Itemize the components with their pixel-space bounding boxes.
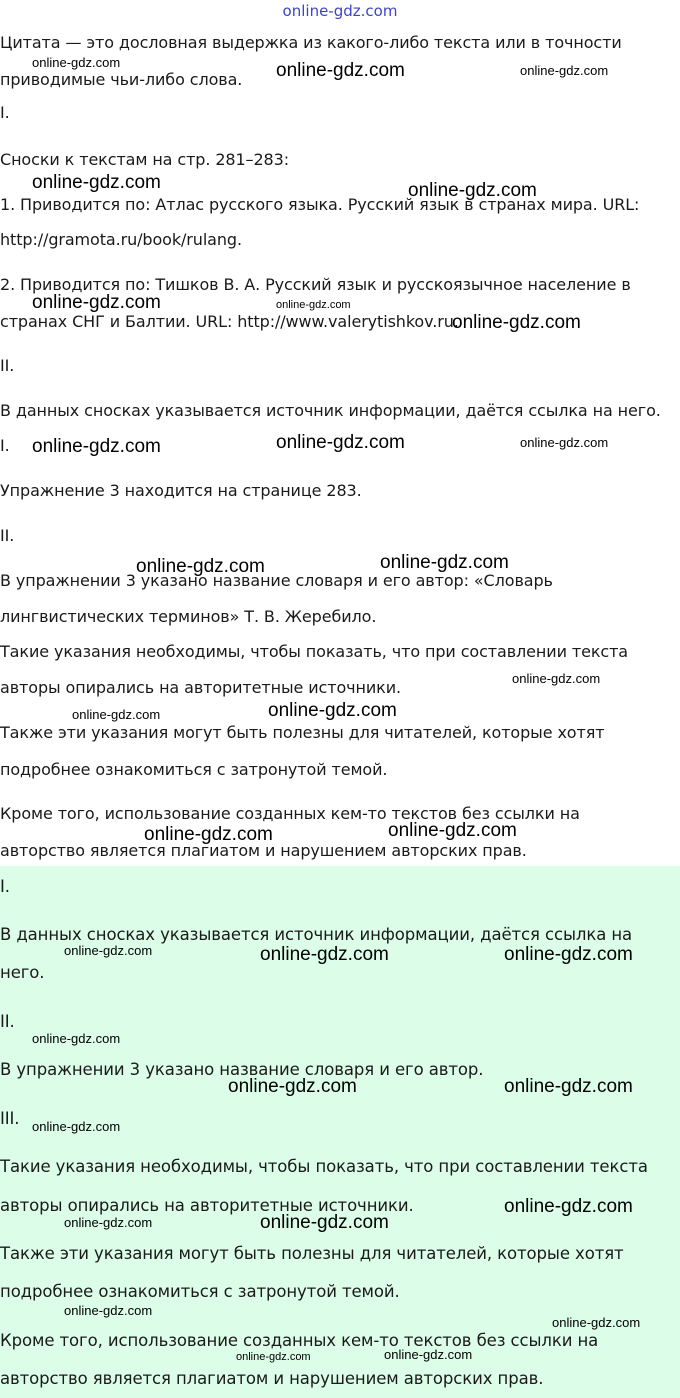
- text-line: Такие указания необходимы, чтобы показать, что при составлении текста: [0, 642, 628, 661]
- text-line: I.: [0, 103, 10, 122]
- text-line: него.: [0, 963, 45, 982]
- watermark: online-gdz.com: [64, 943, 153, 958]
- watermark: online-gdz.com: [268, 700, 397, 721]
- watermark: online-gdz.com: [276, 432, 405, 453]
- watermark: online-gdz.com: [504, 944, 633, 965]
- watermark: online-gdz.com: [228, 1076, 357, 1097]
- text-line: I.: [0, 436, 10, 455]
- text-line: III.: [0, 1109, 20, 1128]
- watermark: online-gdz.com: [276, 299, 351, 311]
- watermark: online-gdz.com: [520, 63, 609, 78]
- text-line: II.: [0, 526, 15, 545]
- watermark: online-gdz.com: [72, 707, 161, 722]
- watermark: online-gdz.com: [520, 435, 609, 450]
- text-line: Кроме того, использование созданных кем-то текстов без ссылки на: [0, 804, 580, 823]
- text-line: 1. Приводится по: Атлас русского языка. Русский язык в странах мира. URL:: [0, 195, 640, 214]
- text-line: лингвистических терминов» Т. В. Жеребило.: [0, 607, 377, 626]
- watermark: online-gdz.com: [452, 312, 581, 333]
- watermark: online-gdz.com: [260, 1212, 389, 1233]
- watermark: online-gdz.com: [260, 944, 389, 965]
- watermark: online-gdz.com: [136, 556, 265, 577]
- text-line: авторы опирались на авторитетные источники.: [0, 1196, 414, 1215]
- text-line: подробнее ознакомиться с затронутой темой.: [0, 760, 388, 779]
- watermark: online-gdz.com: [504, 1196, 633, 1217]
- text-line: подробнее ознакомиться с затронутой темой.: [0, 1282, 400, 1301]
- text-line: Упражнение 3 находится на странице 283.: [0, 481, 362, 500]
- text-line: 2. Приводится по: Тишков В. А. Русский язык и русскоязычное население в: [0, 275, 631, 294]
- text-line: авторы опирались на авторитетные источники.: [0, 678, 401, 697]
- watermark: online-gdz.com: [64, 1303, 153, 1318]
- watermark: online-gdz.com: [552, 1315, 641, 1330]
- text-line: авторство является плагиатом и нарушением авторских прав.: [0, 1369, 544, 1388]
- watermark: online-gdz.com: [236, 1351, 311, 1363]
- text-line: II.: [0, 1012, 15, 1031]
- watermark: online-gdz.com: [32, 436, 161, 457]
- watermark: online-gdz.com: [64, 1215, 153, 1230]
- watermark: online-gdz.com: [276, 60, 405, 81]
- text-line: В данных сносках указывается источник информации, даётся ссылка на него.: [0, 401, 661, 420]
- text-line: В упражнении 3 указано название словаря и его автор: «Словарь: [0, 571, 553, 590]
- watermark: online-gdz.com: [32, 292, 161, 313]
- watermark: online-gdz.com: [32, 1119, 121, 1134]
- watermark: online-gdz.com: [384, 1347, 473, 1362]
- watermark: online-gdz.com: [144, 824, 273, 845]
- watermark: online-gdz.com: [388, 820, 517, 841]
- watermark: online-gdz.com: [380, 552, 509, 573]
- text-line: Цитата — это дословная выдержка из какого-либо текста или в точности: [0, 33, 622, 52]
- text-line: Также эти указания могут быть полезны для читателей, которые хотят: [0, 1244, 624, 1263]
- watermark: online-gdz.com: [32, 55, 121, 70]
- watermark: online-gdz.com: [512, 671, 601, 686]
- text-line: http://gramota.ru/book/rulang.: [0, 230, 242, 249]
- text-line: В данных сносках указывается источник информации, даётся ссылка на: [0, 925, 633, 944]
- text-line: I.: [0, 877, 10, 896]
- text-line: Кроме того, использование созданных кем-то текстов без ссылки на: [0, 1331, 599, 1350]
- text-line: Сноски к текстам на стр. 281–283:: [0, 150, 289, 169]
- text-line: приводимые чьи-либо слова.: [0, 70, 243, 89]
- text-line: II.: [0, 356, 15, 375]
- text-line: В упражнении 3 указано название словаря и его автор.: [0, 1060, 484, 1079]
- watermark: online-gdz.com: [408, 180, 537, 201]
- text-line: авторство является плагиатом и нарушением авторских прав.: [0, 841, 527, 860]
- text-line: Такие указания необходимы, чтобы показать, что при составлении текста: [0, 1157, 648, 1176]
- site-logo[interactable]: online-gdz.com: [282, 2, 398, 20]
- text-line: Также эти указания могут быть полезны для читателей, которые хотят: [0, 723, 605, 742]
- watermark: online-gdz.com: [32, 172, 161, 193]
- watermark: online-gdz.com: [32, 1031, 121, 1046]
- text-line: странах СНГ и Балтии. URL: http://www.valerytishkov.ru.: [0, 312, 459, 331]
- watermark: online-gdz.com: [504, 1076, 633, 1097]
